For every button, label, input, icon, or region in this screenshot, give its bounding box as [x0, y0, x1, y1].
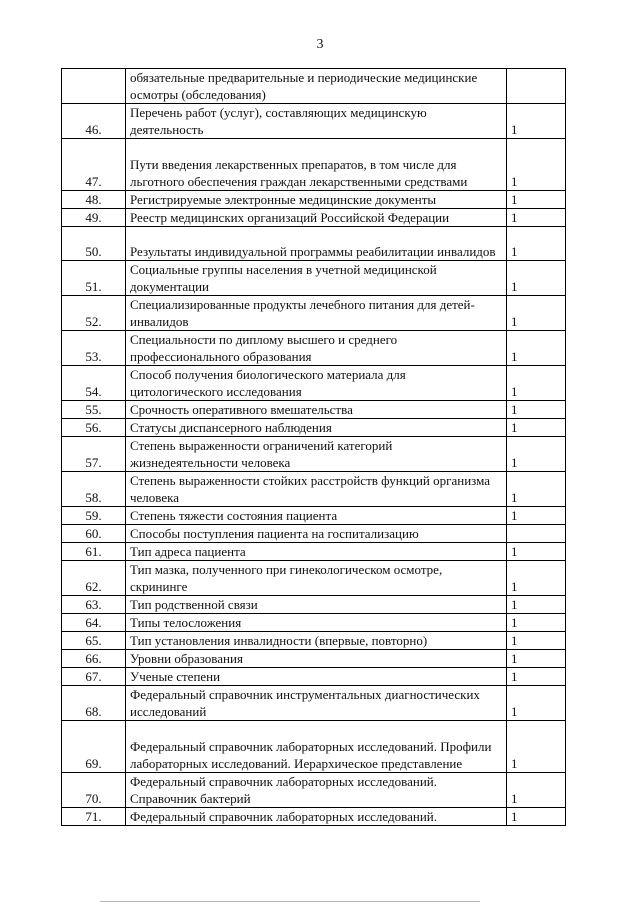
row-value: 1: [507, 632, 566, 650]
row-value: 1: [507, 104, 566, 139]
row-number: 48.: [62, 191, 126, 209]
row-name: Реестр медицинских организаций Российской Федерации: [126, 209, 507, 227]
row-value: 1: [507, 366, 566, 401]
row-number: 58.: [62, 472, 126, 507]
row-name: Регистрируемые электронные медицинские документы: [126, 191, 507, 209]
row-value: [507, 525, 566, 543]
row-number: 64.: [62, 614, 126, 632]
row-name: Степень выраженности ограничений категорий жизнедеятельности человека: [126, 437, 507, 472]
row-value: 1: [507, 209, 566, 227]
row-name: Перечень работ (услуг), составляющих медицинскую деятельность: [126, 104, 507, 139]
row-number: 60.: [62, 525, 126, 543]
row-name: Степень выраженности стойких расстройств функций организма человека: [126, 472, 507, 507]
table-row: [62, 525, 566, 543]
row-number: 59.: [62, 507, 126, 525]
row-value: 1: [507, 773, 566, 808]
row-name: Уровни образования: [126, 650, 507, 668]
row-name: Федеральный справочник лабораторных исследований. Профили лабораторных исследований. Иерархическое представление: [126, 721, 507, 773]
table-row: [62, 104, 566, 139]
row-name: Тип установления инвалидности (впервые, повторно): [126, 632, 507, 650]
table-row: [62, 507, 566, 525]
table-row: [62, 209, 566, 227]
table-row: [62, 437, 566, 472]
row-name: Срочность оперативного вмешательства: [126, 401, 507, 419]
row-value: 1: [507, 596, 566, 614]
row-value: 1: [507, 296, 566, 331]
row-value: 1: [507, 437, 566, 472]
row-value: 1: [507, 686, 566, 721]
row-number: 61.: [62, 543, 126, 561]
table-row: [62, 261, 566, 296]
table-row: [62, 614, 566, 632]
row-value: 1: [507, 561, 566, 596]
table-row: [62, 296, 566, 331]
row-number: 54.: [62, 366, 126, 401]
row-number: [62, 69, 126, 104]
table-row: [62, 191, 566, 209]
row-number: 49.: [62, 209, 126, 227]
row-name: Результаты индивидуальной программы реабилитации инвалидов: [126, 227, 507, 261]
page-number: 3: [316, 37, 324, 52]
table-row: [62, 227, 566, 261]
row-value: 1: [507, 472, 566, 507]
row-value: [507, 69, 566, 104]
row-number: 56.: [62, 419, 126, 437]
table-row: [62, 401, 566, 419]
row-number: 52.: [62, 296, 126, 331]
row-name: Степень тяжести состояния пациента: [126, 507, 507, 525]
row-name: Федеральный справочник лабораторных исследований. Справочник бактерий: [126, 773, 507, 808]
row-number: 65.: [62, 632, 126, 650]
row-number: 47.: [62, 139, 126, 191]
row-name: Тип адреса пациента: [126, 543, 507, 561]
row-number: 57.: [62, 437, 126, 472]
row-number: 53.: [62, 331, 126, 366]
row-value: 1: [507, 191, 566, 209]
table-row: [62, 686, 566, 721]
table-body: [62, 69, 566, 826]
row-name: Специальности по диплому высшего и среднего профессионального образования: [126, 331, 507, 366]
row-name: Тип мазка, полученного при гинекологическом осмотре, скрининге: [126, 561, 507, 596]
table-row: [62, 773, 566, 808]
row-name: Специализированные продукты лечебного питания для детей-инвалидов: [126, 296, 507, 331]
table-row: [62, 419, 566, 437]
row-name: Федеральный справочник инструментальных диагностических исследований: [126, 686, 507, 721]
row-number: 46.: [62, 104, 126, 139]
row-value: 1: [507, 331, 566, 366]
table-row: [62, 69, 566, 104]
table-row: [62, 331, 566, 366]
row-name: Социальные группы населения в учетной медицинской документации: [126, 261, 507, 296]
row-number: 51.: [62, 261, 126, 296]
row-number: 66.: [62, 650, 126, 668]
table-row: [62, 596, 566, 614]
row-name: Федеральный справочник лабораторных исследований.: [126, 808, 507, 826]
row-number: 71.: [62, 808, 126, 826]
row-value: 1: [507, 808, 566, 826]
row-number: 68.: [62, 686, 126, 721]
table-row: [62, 139, 566, 191]
table-row: [62, 543, 566, 561]
row-value: 1: [507, 668, 566, 686]
row-name: Тип родственной связи: [126, 596, 507, 614]
table-row: [62, 668, 566, 686]
row-number: 62.: [62, 561, 126, 596]
row-value: 1: [507, 507, 566, 525]
table-row: [62, 721, 566, 773]
row-number: 70.: [62, 773, 126, 808]
row-name: Пути введения лекарственных препаратов, в том числе для льготного обеспечения граждан лекарственными средствами: [126, 139, 507, 191]
row-name: Типы телосложения: [126, 614, 507, 632]
row-value: 1: [507, 401, 566, 419]
row-number: 63.: [62, 596, 126, 614]
row-number: 55.: [62, 401, 126, 419]
directory-table: [61, 68, 566, 826]
row-name: обязательные предварительные и периодические медицинские осмотры (обследования): [126, 69, 507, 104]
row-value: 1: [507, 261, 566, 296]
row-name: Способ получения биологического материала для цитологического исследования: [126, 366, 507, 401]
row-name: Ученые степени: [126, 668, 507, 686]
row-value: 1: [507, 419, 566, 437]
row-value: 1: [507, 721, 566, 773]
row-value: 1: [507, 650, 566, 668]
row-value: 1: [507, 139, 566, 191]
table-row: [62, 472, 566, 507]
row-value: 1: [507, 543, 566, 561]
table-row: [62, 561, 566, 596]
scan-edge-line: [100, 901, 480, 902]
table-row: [62, 632, 566, 650]
table-row: [62, 650, 566, 668]
row-number: 50.: [62, 227, 126, 261]
row-value: 1: [507, 614, 566, 632]
row-value: 1: [507, 227, 566, 261]
table-row: [62, 808, 566, 826]
row-name: Статусы диспансерного наблюдения: [126, 419, 507, 437]
row-number: 69.: [62, 721, 126, 773]
table-row: [62, 366, 566, 401]
row-name: Способы поступления пациента на госпитализацию: [126, 525, 507, 543]
row-number: 67.: [62, 668, 126, 686]
